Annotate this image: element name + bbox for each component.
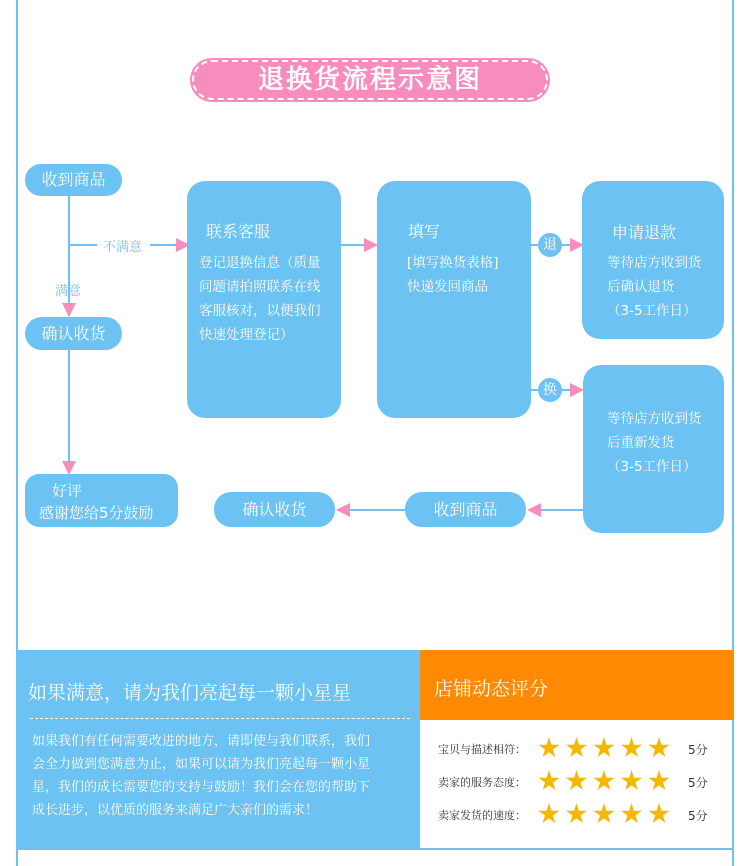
node-confirm-receipt: 确认收货 <box>25 317 122 350</box>
label-unsatisfied: 不满意 <box>103 240 143 255</box>
satisfaction-panel <box>18 650 420 848</box>
satisfaction-divider <box>30 718 410 719</box>
contact-title: 联系客服 <box>206 222 271 241</box>
refund-body: 等待店方收到货 后确认退货 （3-5工作日） <box>607 255 702 319</box>
exchange-body: 等待店方收到货 后重新发货 （3-5工作日） <box>607 411 702 475</box>
arrow-to-receive2 <box>527 503 541 517</box>
rating-score: 5分 <box>688 776 708 790</box>
node-contact-service <box>187 181 341 418</box>
star-icon <box>566 770 588 792</box>
star-icon <box>593 803 615 825</box>
star-icon <box>538 770 560 792</box>
satisfaction-body: 如果我们有任何需要改进的地方，请即使与我们联系，我们 会全力做到您满意为止，如果可以请为我们亮起每一颗小星 星，我们的成长需要您的支持与鼓励！我们会在您的帮助下 成长进步，以优质的服务来满足广大亲们的需求！ <box>32 734 371 818</box>
good-review-line1: 好评 <box>52 482 83 500</box>
node-exchange <box>583 365 724 533</box>
rating-row <box>438 737 728 761</box>
rating-row <box>438 770 728 794</box>
star-icon <box>593 737 615 759</box>
star-icon <box>648 770 670 792</box>
refund-title: 申请退款 <box>612 223 677 242</box>
rating-label: 卖家的服务态度： <box>438 776 526 789</box>
node-refund <box>582 181 724 339</box>
rating-title: 店铺动态评分 <box>434 678 549 700</box>
badge-exchange: 换 <box>538 378 562 402</box>
rating-label: 卖家发货的速度： <box>438 809 526 822</box>
star-icon <box>593 770 615 792</box>
arrow-to-exchange-card <box>570 383 584 397</box>
satisfaction-title: 如果满意，请为我们亮起每一颗小星星 <box>28 682 352 704</box>
arrow-to-confirm2 <box>336 503 350 517</box>
rating-stars <box>538 803 676 827</box>
star-icon <box>566 803 588 825</box>
badge-return: 退 <box>538 233 562 257</box>
label-satisfied: 满意 <box>55 284 82 299</box>
star-icon <box>621 803 643 825</box>
page-title: 退换货流程示意图 <box>257 65 482 95</box>
star-icon <box>621 770 643 792</box>
arrow-to-confirm <box>62 303 76 317</box>
star-icon <box>648 737 670 759</box>
star-icon <box>538 803 560 825</box>
rating-stars <box>538 770 676 794</box>
good-review-line2: 感谢您给5分鼓励 <box>39 504 154 522</box>
node-confirm-receipt-2: 确认收货 <box>214 492 335 527</box>
contact-body: 登记退换信息（质量 问题请拍照联系在线 客服核对，以便我们 快速处理登记） <box>199 255 321 343</box>
rating-score: 5分 <box>688 809 708 823</box>
node-receive-goods: 收到商品 <box>25 164 122 196</box>
arrow-to-review <box>62 461 76 475</box>
node-good-review <box>25 474 178 527</box>
fill-title: 填写 <box>408 222 441 241</box>
star-icon <box>538 737 560 759</box>
rating-row <box>438 803 728 827</box>
star-icon <box>621 737 643 759</box>
rating-label: 宝贝与描述相符： <box>438 743 526 756</box>
node-fill-form <box>377 181 531 418</box>
node-receive-goods-2: 收到商品 <box>405 492 526 527</box>
star-icon <box>648 803 670 825</box>
star-icon <box>566 737 588 759</box>
rating-stars <box>538 737 676 761</box>
rating-score: 5分 <box>688 743 708 757</box>
rating-header <box>420 650 734 720</box>
arrow-to-fill <box>364 238 378 252</box>
fill-body: [填写换货表格] 快递发回商品 <box>407 255 499 295</box>
